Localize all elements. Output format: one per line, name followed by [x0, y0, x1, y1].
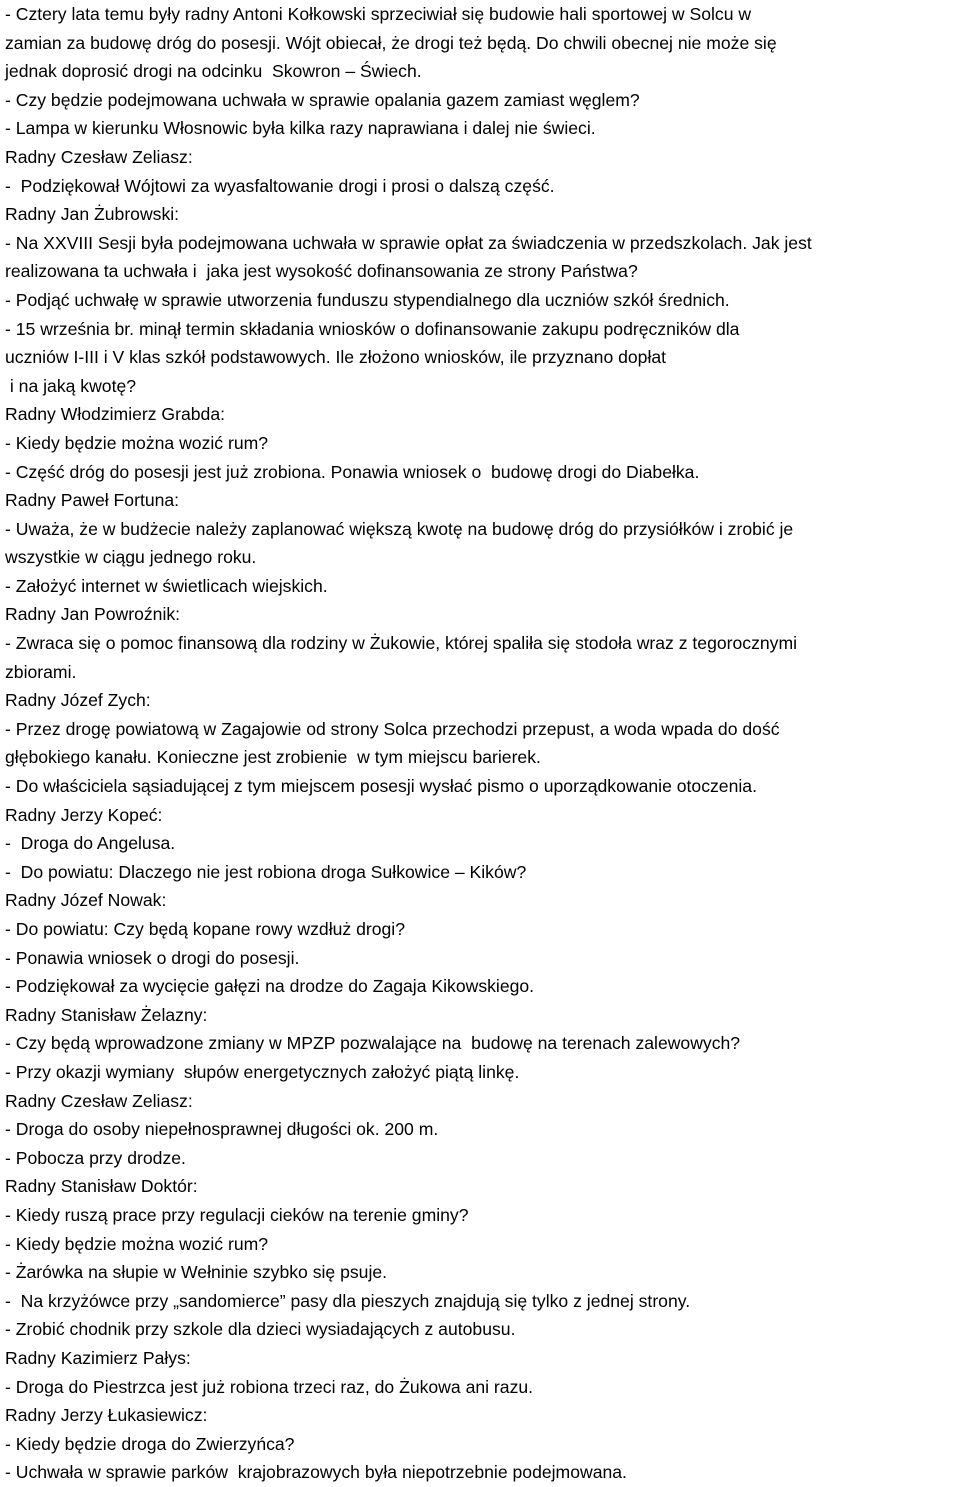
- text-line: - Ponawia wniosek o drogi do posesji.: [5, 947, 300, 968]
- text-line: - Cztery lata temu były radny Antoni Kołkowski sprzeciwiał się budowie hali sportowej w Solcu w: [5, 4, 752, 24]
- text-line: - Podziękował za wycięcie gałęzi na drodze do Zagaja Kikowskiego.: [5, 976, 535, 997]
- document-body: [5, 0, 955, 1487]
- text-line: uczniów I-III i V klas szkół podstawowych. Ile złożono wniosków, ile przyznano dopłat: [5, 347, 667, 368]
- text-line: - Założyć internet w świetlicach wiejskich.: [5, 575, 328, 596]
- text-line: - Część dróg do posesji jest już zrobiona. Ponawia wniosek o budowę drogi do Diabełka.: [5, 461, 700, 482]
- text-line: - Uchwała w sprawie parków krajobrazowych była niepotrzebnie podejmowana.: [5, 1462, 627, 1483]
- text-line: - Do powiatu: Czy będą kopane rowy wzdłuż drogi?: [5, 919, 405, 939]
- speaker-heading: Radny Kazimierz Pałys:: [5, 1347, 191, 1368]
- text-line: zamian za budowę dróg do posesji. Wójt obiecał, że drogi też będą. Do chwili obecnej nie może się: [5, 32, 777, 53]
- text-line: - Kiedy będzie można wozić rum?: [5, 432, 269, 453]
- text-line: głębokiego kanału. Konieczne jest zrobienie w tym miejscu barierek.: [5, 747, 541, 768]
- text-line: - Kiedy będzie można wozić rum?: [5, 1233, 269, 1254]
- text-line: - Do właściciela sąsiadującej z tym miejscem posesji wysłać pismo o uporządkowanie otoczenia.: [5, 776, 757, 797]
- speaker-heading: Radny Jerzy Kopeć:: [5, 804, 163, 825]
- speaker-heading: Radny Paweł Fortuna:: [5, 490, 180, 511]
- speaker-heading: Radny Stanisław Doktór:: [5, 1176, 198, 1197]
- text-line: - Żarówka na słupie w Wełninie szybko się psuje.: [5, 1262, 388, 1283]
- speaker-heading: Radny Józef Zych:: [5, 690, 151, 711]
- text-line: realizowana ta uchwała i jaka jest wysokość dofinansowania ze strony Państwa?: [5, 261, 638, 282]
- speaker-heading: Radny Czesław Zeliasz:: [5, 1090, 193, 1111]
- text-line: - Przy okazji wymiany słupów energetycznych założyć piątą linkę.: [5, 1061, 520, 1082]
- text-line: - Czy będą wprowadzone zmiany w MPZP pozwalające na budowę na terenach zalewowych?: [5, 1033, 741, 1054]
- text-line: - Na XXVIII Sesji była podejmowana uchwała w sprawie opłat za świadczenia w przedszkolach. Jak jest: [5, 232, 812, 253]
- text-line: wszystkie w ciągu jednego roku.: [5, 547, 257, 568]
- text-line: - Na krzyżówce przy „sandomierce” pasy dla pieszych znajdują się tylko z jednej strony.: [5, 1290, 691, 1311]
- text-line: - Podjąć uchwałę w sprawie utworzenia funduszu stypendialnego dla uczniów szkół średnich.: [5, 289, 730, 310]
- text-line: - Zwraca się o pomoc finansową dla rodziny w Żukowie, której spaliła się stodoła wraz z tegorocznymi: [5, 633, 798, 654]
- text-line: i na jaką kwotę?: [5, 375, 137, 396]
- text-line: zbiorami.: [5, 661, 77, 682]
- text-line: - Droga do Angelusa.: [5, 833, 176, 854]
- text-line: - Czy będzie podejmowana uchwała w sprawie opalania gazem zamiast węglem?: [5, 89, 640, 110]
- speaker-heading: Radny Włodzimierz Grabda:: [5, 404, 225, 425]
- text-line: jednak doprosić drogi na odcinku Skowron – Świech.: [5, 61, 422, 82]
- speaker-heading: Radny Jan Żubrowski:: [5, 204, 180, 225]
- text-line: - Kiedy ruszą prace przy regulacji cieków na terenie gminy?: [5, 1204, 469, 1225]
- speaker-heading: Radny Józef Nowak:: [5, 890, 167, 911]
- speaker-heading: Radny Jerzy Łukasiewicz:: [5, 1405, 208, 1426]
- text-line: - Uważa, że w budżecie należy zaplanować większą kwotę na budowę dróg do przysiółków i zrobić je: [5, 518, 794, 539]
- speaker-heading: Radny Czesław Zeliasz:: [5, 146, 193, 167]
- text-line: - Pobocza przy drodze.: [5, 1147, 186, 1168]
- text-line: - Przez drogę powiatową w Zagajowie od strony Solca przechodzi przepust, a woda wpada do dość: [5, 718, 780, 739]
- text-line: - Zrobić chodnik przy szkole dla dzieci wysiadających z autobusu.: [5, 1319, 516, 1340]
- text-line: - Droga do osoby niepełnosprawnej długości ok. 200 m.: [5, 1119, 439, 1140]
- text-line: - 15 września br. minął termin składania wniosków o dofinansowanie zakupu podręczników dla: [5, 318, 740, 339]
- text-line: - Kiedy będzie droga do Zwierzyńca?: [5, 1433, 295, 1454]
- text-line: - Droga do Piestrzca jest już robiona trzeci raz, do Żukowa ani razu.: [5, 1376, 534, 1397]
- text-line: - Do powiatu: Dlaczego nie jest robiona droga Sułkowice – Kików?: [5, 861, 527, 882]
- text-line: - Podziękował Wójtowi za wyasfaltowanie drogi i prosi o dalszą część.: [5, 175, 555, 196]
- speaker-heading: Radny Stanisław Żelazny:: [5, 1004, 208, 1025]
- text-line: - Lampa w kierunku Włosnowic była kilka razy naprawiana i dalej nie świeci.: [5, 118, 596, 139]
- speaker-heading: Radny Jan Powroźnik:: [5, 604, 181, 625]
